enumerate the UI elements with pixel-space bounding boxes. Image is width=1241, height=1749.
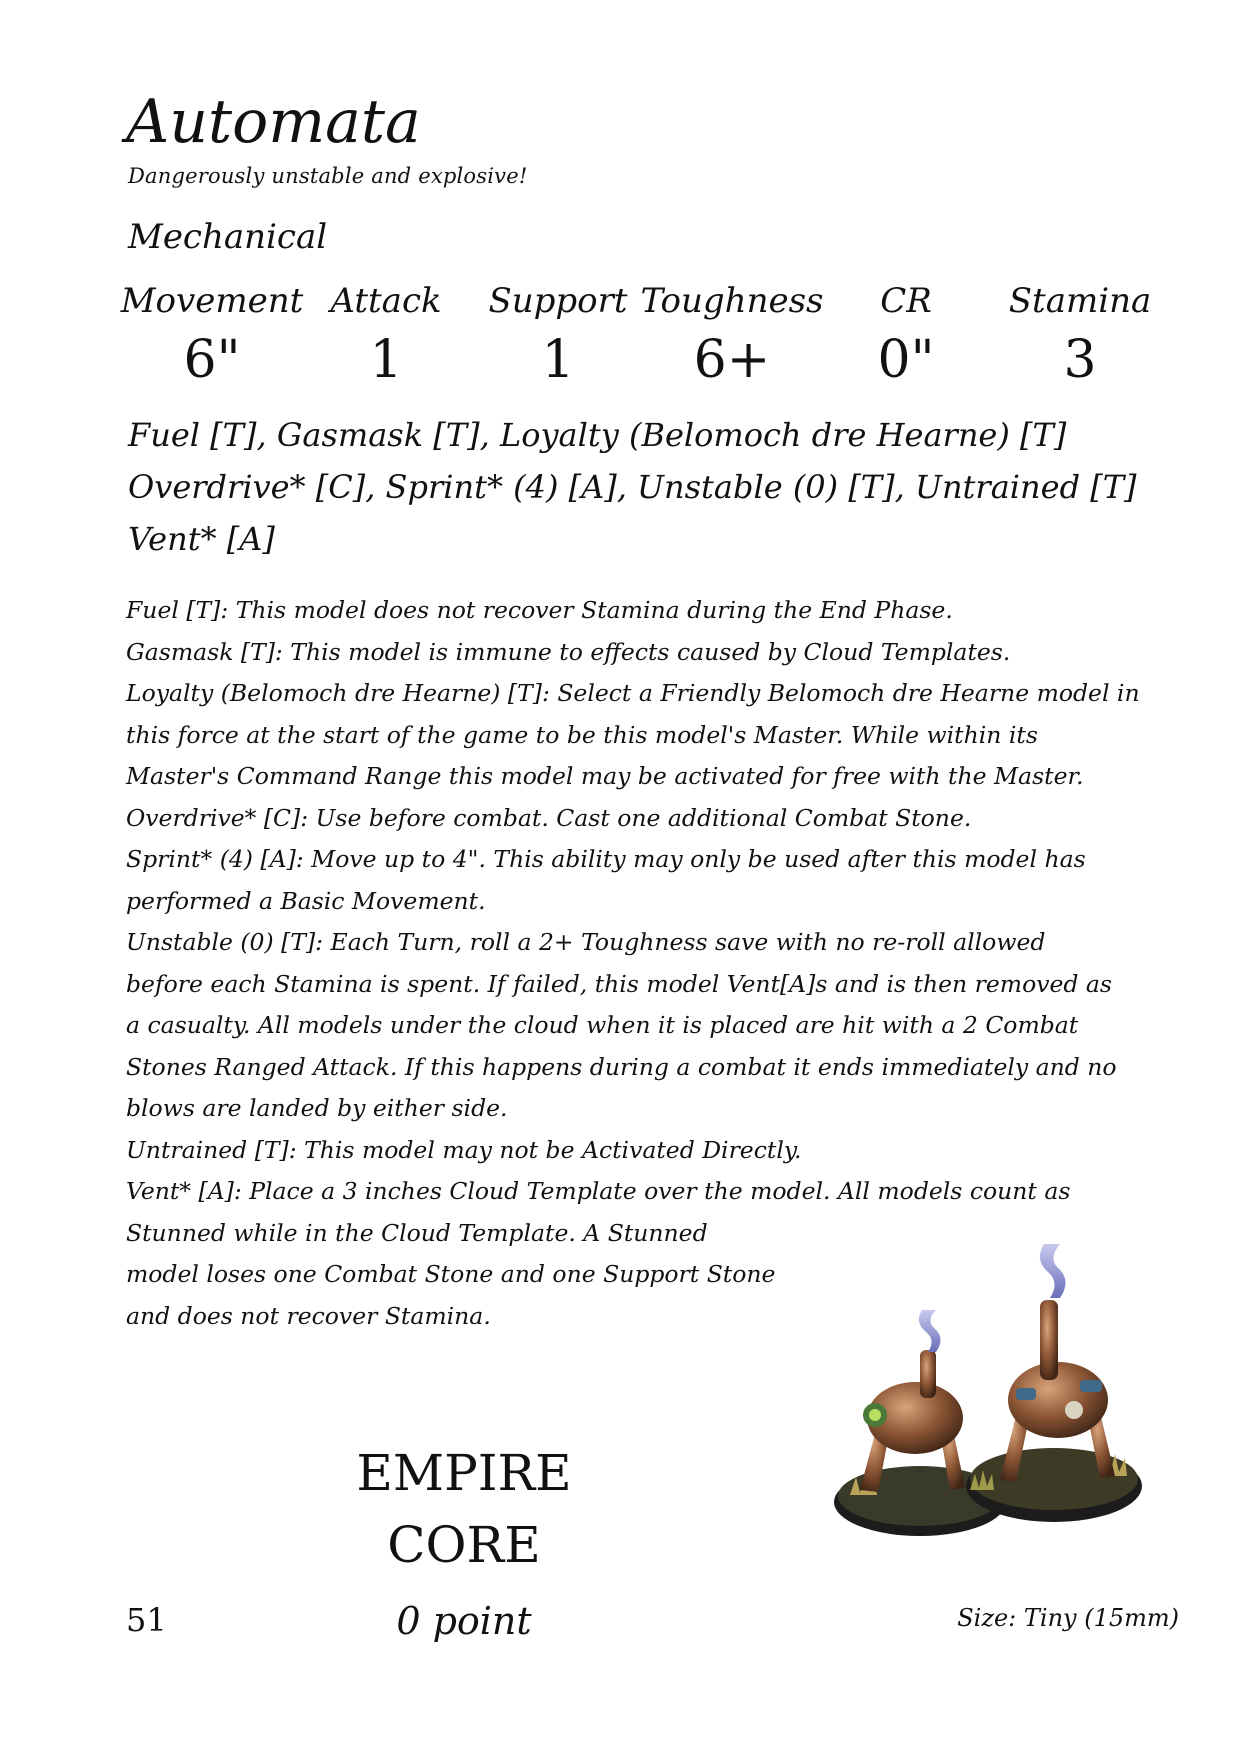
stat-value-movement: 6" — [183, 330, 241, 390]
rules-line: blows are landed by either side. — [126, 1094, 508, 1122]
rules-line: Untrained [T]: This model may not be Activated Directly. — [126, 1135, 802, 1164]
faction-name: EMPIRE — [356, 1444, 572, 1502]
stat-value-cr: 0" — [877, 330, 935, 390]
rules-line: this force at the start of the game to be this model's Master. While within its — [126, 720, 1038, 749]
unit-type: Mechanical — [128, 217, 328, 257]
rules-line: Sprint* (4) [A]: Move up to 4". This ability may only be used after this model has — [126, 845, 1086, 873]
stat-value-stamina: 3 — [1063, 330, 1097, 390]
rules-line: and does not recover Stamina. — [126, 1301, 491, 1330]
trait-line-3: Vent* [A] — [128, 520, 275, 558]
stat-label-movement: Movement — [120, 281, 304, 321]
stat-label-support: Support — [488, 281, 628, 321]
rules-line: Loyalty (Belomoch dre Hearne) [T]: Select a Friendly Belomoch dre Hearne model in — [126, 679, 1140, 707]
rules-line: model loses one Combat Stone and one Support Stone — [126, 1260, 776, 1288]
page-number: 51 — [126, 1601, 167, 1639]
unit-subtitle: Dangerously unstable and explosive! — [128, 164, 528, 188]
trait-line-1: Fuel [T], Gasmask [T], Loyalty (Belomoch dre Hearne) [T] — [128, 416, 1067, 454]
model-size: Size: Tiny (15mm) — [957, 1604, 1179, 1632]
rules-line: Vent* [A]: Place a 3 inches Cloud Template over the model. All models count as — [126, 1177, 1071, 1205]
stat-value-attack: 1 — [369, 330, 403, 390]
stat-value-toughness: 6+ — [693, 330, 771, 390]
rules-line: Stones Ranged Attack. If this happens during a combat it ends immediately and no — [126, 1052, 1117, 1081]
stat-label-attack: Attack — [330, 281, 442, 321]
faction-category: CORE — [387, 1516, 541, 1574]
unit-title: Automata — [126, 87, 421, 157]
rules-line: Unstable (0) [T]: Each Turn, roll a 2+ Toughness save with no re-roll allowed — [126, 928, 1046, 956]
rules-line: Stunned while in the Cloud Template. A Stunned — [126, 1218, 708, 1247]
stat-label-toughness: Toughness — [640, 281, 824, 321]
rules-line: Master's Command Range this model may be activated for free with the Master. — [126, 762, 1084, 790]
stat-label-cr: CR — [880, 281, 932, 321]
point-cost: 0 point — [396, 1599, 532, 1643]
rules-text — [126, 590, 1140, 1337]
rules-line: before each Stamina is spent. If failed, this model Vent[A]s and is then removed as — [126, 969, 1112, 998]
trait-line-2: Overdrive* [C], Sprint* (4) [A], Unstable (0) [T], Untrained [T] — [128, 468, 1137, 506]
rules-line: a casualty. All models under the cloud when it is placed are hit with a 2 Combat — [126, 1011, 1079, 1039]
rules-line: Overdrive* [C]: Use before combat. Cast one additional Combat Stone. — [126, 803, 972, 832]
stat-label-stamina: Stamina — [1008, 281, 1152, 321]
rules-line: Gasmask [T]: This model is immune to effects caused by Cloud Templates. — [126, 637, 1011, 666]
miniatures-photo — [830, 1240, 1150, 1560]
rules-line: performed a Basic Movement. — [126, 886, 486, 915]
stat-value-support: 1 — [541, 330, 575, 390]
rules-line: Fuel [T]: This model does not recover Stamina during the End Phase. — [126, 596, 953, 624]
